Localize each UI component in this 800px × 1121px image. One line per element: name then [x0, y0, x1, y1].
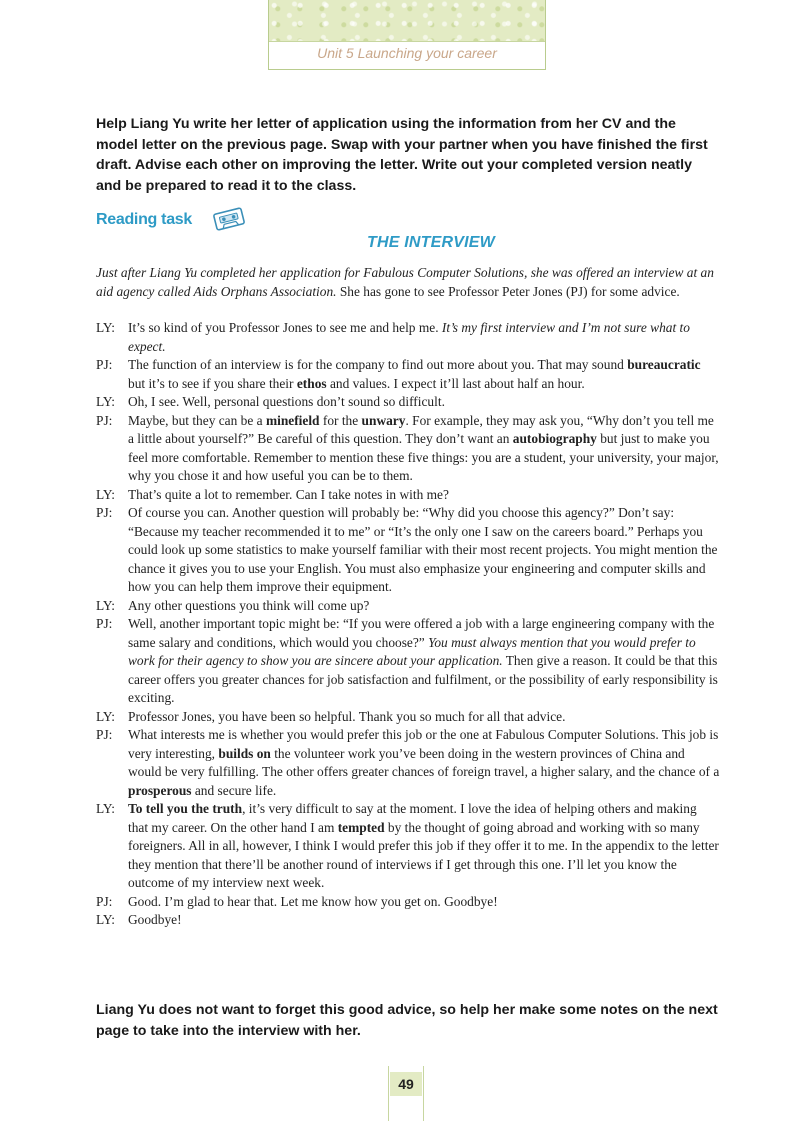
dialogue-text: for the [319, 412, 362, 428]
dialogue-text: but just to make you feel more comfortable. Remember to mention these five things: you are a student, your university, your major, why you chose it and how useful you can be to them. [128, 431, 719, 483]
header-decorative-pattern [269, 0, 545, 42]
dialogue-text: . For example, they may ask you, “Why don’t you tell me a little about yourself?” Be careful of this question. They don’t want an [128, 412, 714, 446]
dialogue-text: by the thought of going abroad and working with so many foreigners. All in all, however, I think I would prefer this job if they offer it to me. In the appendix to the letter they mention that there’ll be another round of interviews if I get through this one. I’ll let you know the outcome of my interview next week. [128, 819, 719, 890]
dialogue-text: Oh, I see. Well, personal questions don’t sound so difficult. [128, 394, 445, 409]
dialogue-turn [96, 893, 720, 912]
speaker-label: PJ: [96, 616, 113, 631]
dialogue-turn [96, 356, 720, 393]
dialogue-text: Of course you can. Another question will probably be: “Why did you choose this agency?” Don’t say: “Because my teacher recommended it to me” or “It’s the only one I saw on the careers board.” Perhaps you could look up some statistics to make yourself familiar with their most recent projects. You might mention the chance it gives you to use your English. You must also emphasize your engineering and computer skills and how you can help them improve their equipment. [128, 505, 718, 594]
speaker-label: LY: [96, 486, 115, 502]
speaker-label: LY: [96, 801, 115, 816]
intro-paragraph [96, 264, 720, 301]
unit-title: Unit 5 Launching your career [317, 45, 497, 61]
speaker-label: PJ: [96, 727, 113, 742]
unit-header-banner [268, 0, 546, 70]
vocabulary-term: prosperous [128, 782, 192, 798]
interview-dialogue [96, 319, 720, 930]
dialogue-text: and values. I expect it’ll last about half an hour. [326, 375, 585, 391]
cassette-tape-icon [212, 206, 246, 232]
dialogue-text: Goodbye! [128, 912, 182, 927]
dialogue-turn [96, 911, 720, 930]
dialogue-text: That’s quite a lot to remember. Can I take notes in with me? [128, 486, 449, 502]
dialogue-turn [96, 504, 720, 597]
dialogue-turn [96, 726, 720, 800]
notes-instruction: Liang Yu does not want to forget this good advice, so help her make some notes on the next page to take into the interview with her. [96, 1002, 718, 1039]
vocabulary-term: autobiography [512, 431, 597, 446]
speaker-label: LY: [96, 394, 115, 409]
dialogue-turn [96, 597, 720, 616]
dialogue-turn [96, 800, 720, 893]
speaker-label: LY: [96, 320, 115, 335]
dialogue-text: The function of an interview is for the company to find out more about you. That may sound [128, 357, 628, 372]
dialogue-turn [96, 708, 720, 727]
dialogue-text: It’s so kind of you Professor Jones to see me and help me. [128, 320, 442, 335]
writing-instruction: Help Liang Yu write her letter of application using the information from her CV and the model letter on the previous page. Swap with your partner when you have finished the first draft. Advise each other on improving the letter. Write out your completed version neatly and be prepared to read it to the class. [96, 116, 708, 194]
dialogue-turn [96, 486, 720, 505]
speaker-label: PJ: [96, 357, 113, 372]
vocabulary-term: bureaucratic [627, 357, 701, 372]
speaker-label: LY: [96, 597, 115, 613]
speaker-label: PJ: [96, 893, 113, 909]
page-number: 49 [390, 1072, 422, 1096]
dialogue-text: What interests me is whether you would prefer this job or the one at Fabulous Computer Solutions. This job is very interesting, [128, 727, 719, 761]
vocabulary-term: unwary [361, 412, 406, 428]
vocabulary-term: builds on [218, 745, 271, 761]
vocabulary-term: tempted [337, 819, 385, 835]
dialogue-text: , it’s very difficult to say at the moment. I love the idea of helping others and making that my career. On the other hand I am [128, 801, 697, 835]
interview-title: THE INTERVIEW [367, 234, 495, 251]
emphasis-text: You must always mention that you would prefer to work for their agency to show you are sincere about your application. [128, 634, 696, 668]
emphasis-text: It’s my first interview and I’m not sure what to expect. [128, 320, 690, 354]
speaker-label: LY: [96, 708, 115, 724]
dialogue-text: and secure life. [191, 782, 277, 798]
vocabulary-term: ethos [296, 375, 327, 391]
dialogue-text: the volunteer work you’ve been doing in the western provinces of China and would be very fulfilling. The other offers greater chances of foreign travel, a higher salary, and the chance of a [128, 745, 720, 779]
intro-plain: She has gone to see Professor Peter Jones (PJ) for some advice. [336, 283, 680, 299]
dialogue-text: but it’s to see if you share their [128, 375, 297, 391]
speaker-label: PJ: [96, 412, 113, 428]
speaker-label: PJ: [96, 505, 113, 520]
vocabulary-term: To tell you the truth [128, 801, 243, 816]
speaker-label: LY: [96, 912, 115, 927]
dialogue-text: Well, another important topic might be: “If you were offered a job with a large engineering company with the same salary and conditions, which would you choose?” [128, 616, 715, 650]
dialogue-text: Any other questions you think will come up? [128, 597, 370, 613]
reading-task-heading: Reading task [96, 211, 192, 228]
dialogue-turn [96, 615, 720, 708]
dialogue-text: Professor Jones, you have been so helpful. Thank you so much for all that advice. [128, 708, 566, 724]
dialogue-turn [96, 412, 720, 486]
dialogue-text: Good. I’m glad to hear that. Let me know how you get on. Goodbye! [128, 893, 498, 909]
dialogue-text: Maybe, but they can be a [128, 412, 266, 428]
vocabulary-term: minefield [265, 412, 320, 428]
dialogue-turn [96, 319, 720, 356]
dialogue-turn [96, 393, 720, 412]
intro-italic: Just after Liang Yu completed her application for Fabulous Computer Solutions, she was offered an interview at an aid agency called Aids Orphans Association. [96, 265, 714, 299]
dialogue-text: Then give a reason. It could be that this career offers you greater chances for job satisfaction and fulfilment, or the possibility of early responsibility is exciting. [128, 653, 718, 705]
